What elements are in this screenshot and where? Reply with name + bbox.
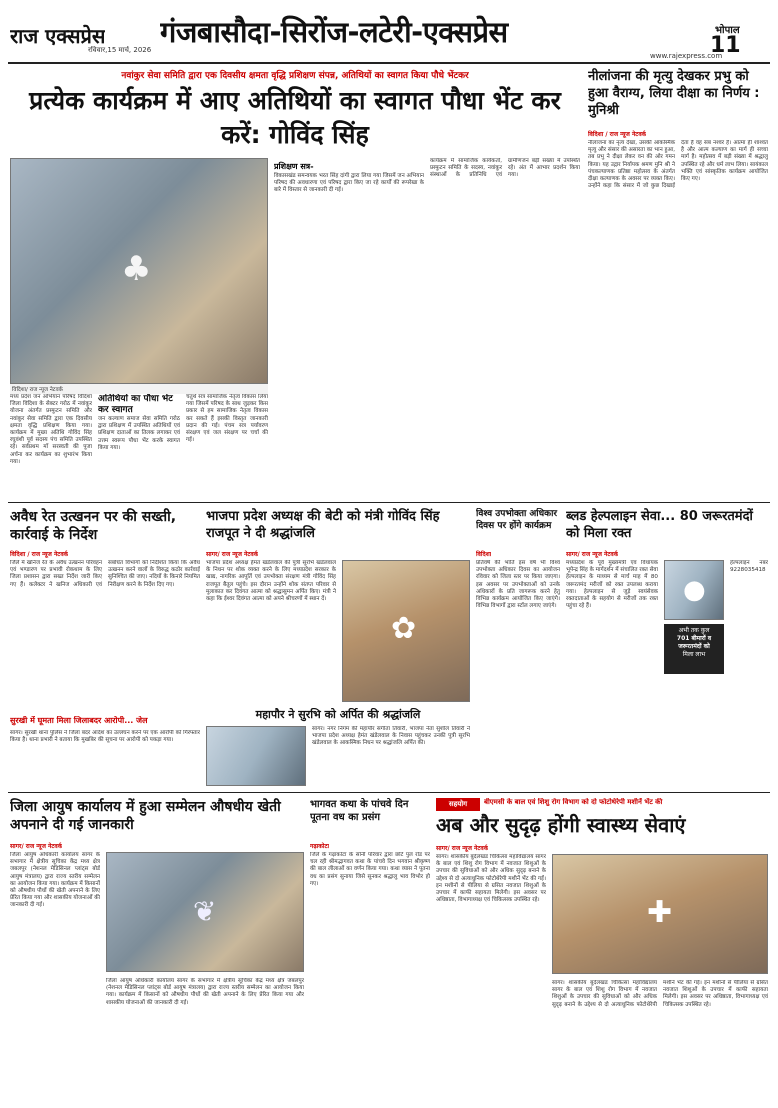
lead-body-3-intro: चतुर्थ सत्र सामाजिक नेतृत्व विकास लिया गया जिसमें परिषद के साथ जुड़कर किस प्रकार से हम सामाजिक नेतृत्व विकास कर सकते हैं इसकी विस्तृत जानकारी प्रदान की गई। पंचम सत्र पर्यावरण संरक्षण एवं जल संरक्षण पर चर्चा की गई। <box>186 394 268 444</box>
katha-body: जिले के गढ़ाकोटा के सोनी परिवार द्वारा छोटे पुल रोड पर चल रही श्रीमद्भागवत कथा के पांचवे दिन भगवान श्रीकृष्ण की बाल लीलाओं का वर्णन किया गया। कथा व्यास ने पूतना वध का प्रसंग सुनाया जिसे सुनकर श्रद्धालु भाव विभोर हो गए। <box>310 852 430 887</box>
badge-line-2: 701 बीमारों व <box>676 635 712 642</box>
story-sand <box>10 508 200 788</box>
lead-subhead-1: अतिथियों का पौधा भेंट कर स्वागत <box>98 394 173 415</box>
health-body: सागर। शासकीय बुंदेलखंड चिकित्सा महाविद्यालय सागर के बाल एवं शिशु रोग विभाग में नवजात शिशुओं के उपचार की सुविधाओं को और अधिक सुदृढ़ बनाने के उद्देश्य से दो अत्याधुनिक फोटोथेरेपी मशीनें भेंट की गईं। इन मशीनों से पीलिया से ग्रसित नवजात शिशुओं के उपचार में काफी सहायता मिलेगी। इस अवसर पर अधिष्ठाता, विभागाध्यक्ष एवं चिकित्सक उपस्थित रहे। <box>436 854 546 904</box>
katha-headline: भागवत कथा के पांचवे दिन पूतना वध का प्रसंग <box>310 799 409 823</box>
lead-col-2 <box>98 394 180 494</box>
health-headline: अब और सुदृढ़ होंगी स्वास्थ्य सेवाएं <box>436 813 686 837</box>
story-blood <box>566 508 768 788</box>
paper-name: राज एक्सप्रेस <box>10 24 106 48</box>
sand-byline: विदिशा / राज न्यूज नेटवर्क <box>10 551 69 558</box>
lead-col-3 <box>186 394 268 494</box>
badge-line-3: जरूरतमंदों को <box>678 643 710 650</box>
blood-portrait <box>664 560 724 620</box>
consumer-byline: विदिशा <box>476 551 492 558</box>
story-nilanjana <box>588 68 768 498</box>
lead-subhead-2: प्रशिक्षण सत्र- <box>274 162 314 171</box>
ayush-photo <box>106 852 304 972</box>
flower-icon: ✿ <box>391 611 417 646</box>
lead-photo <box>10 158 268 384</box>
bjp-photo-2 <box>206 726 306 786</box>
blood-badge <box>664 624 724 674</box>
blood-headline: ब्लड हेल्पलाइन सेवा... 80 जरूरतमंदों को मिला रक्त <box>566 509 753 541</box>
health-kicker: बीएमसी के बाल एवं शिशु रोग विभाग को दो फोटोथेरेपी मशीनें भेंट की <box>484 798 663 806</box>
bjp-photo <box>342 560 470 702</box>
lead-story <box>10 68 580 498</box>
ayush-headline: जिला आयुष कार्यालय में हुआ सम्मेलन औषधीय खेती अपनाने दी गई जानकारी <box>10 799 281 833</box>
masthead-rule <box>8 62 770 64</box>
sand-brief-headline: सुरखी में घूमता मिला जिलाबदर आरोपी... जेल <box>10 716 148 725</box>
story-bjp <box>206 508 470 788</box>
edition-date: रविवार,15 मार्च, 2026 <box>88 46 152 54</box>
person-icon: ● <box>683 575 706 605</box>
health-body-extra: सागर। शासकीय बुंदेलखंड चिकित्सा महाविद्यालय सागर के बाल एवं शिशु रोग विभाग में नवजात शिशुओं के उपचार की सुविधाओं को और अधिक सुदृढ़ बनाने के उद्देश्य से दो अत्याधुनिक फोटोथेरेपी मशीनें भेंट की गईं। इन मशीनों से पीलिया से ग्रसित नवजात शिशुओं के उपचार में काफी सहायता मिलेगी। इस अवसर पर अधिष्ठाता, विभागाध्यक्ष एवं चिकित्सक उपस्थित रहे। <box>552 980 768 1008</box>
ayush-body: जिला आयुष अधिकारी कार्यालय सागर के सभागार में क्षेत्रीय सूचिका केंद्र मध्य क्षेत्र जबलपुर (नेशनल मेडिसिनल प्लांट्स बोर्ड आयुष मंत्रालय) द्वारा राज्य स्तरीय सम्मेलन का आयोजन किया गया। कार्यक्रम में किसानों को औषधीय पौधों की खेती अपनाने के लिए प्रेरित किया गया और शासकीय योजनाओं की जानकारी दी गई। <box>10 852 100 909</box>
consumer-body: प्रतिवर्ष की भांति इस वर्ष भी विश्व उपभोक्ता अधिकार दिवस का आयोजन रविवार को जिला स्तर पर किया जाएगा। इस अवसर पर उपभोक्ताओं को उनके अधिकारों के प्रति जागरूक करने हेतु विभिन्न कार्यक्रम आयोजित किए जाएंगे। विभिन्न विभागों द्वारा स्टॉल लगाए जाएंगे। <box>476 560 560 610</box>
bjp-body: भाजपा प्रदेश अध्यक्ष हेमंत खंडेलवाल की पुत्री सुरभि खंडेलवाल के निधन पर शोक व्यक्त करने के लिए मध्यप्रदेश सरकार के खाद्य, नागरिक आपूर्ति एवं उपभोक्ता संरक्षण मंत्री गोविंद सिंह राजपूत बैतूल पहुंचे। इस दौरान उन्होंने शोक संतप्त परिवार से मुलाकात कर दिवंगत आत्मा को श्रद्धासुमन अर्पित किए। मंत्री ने कहा कि ईश्वर दिवंगत आत्मा को अपने श्रीचरणों में स्थान दें। <box>206 560 336 603</box>
blood-body: मध्यप्रदेश के पूर्व मुख्यमंत्री एवं विधायक भूपेन्द्र सिंह के मार्गदर्शन में संचालित रक्त सेवा हेल्पलाइन के माध्यम से मार्च माह में 80 जरूरतमंद मरीजों को रक्त उपलब्ध कराया गया। हेल्पलाइन से जुड़े स्वयंसेवक रक्तदाताओं के सहयोग से मरीजों तक रक्त पहुंचा रहे हैं। <box>566 560 658 610</box>
lead-photo-caption: विदिशा/ राज न्यूज नेटवर्क <box>10 384 268 394</box>
bjp-byline: सागर/ राज न्यूज नेटवर्क <box>206 551 259 558</box>
bjp-headline: भाजपा प्रदेश अध्यक्ष की बेटी को मंत्री गोविंद सिंह राजपूत ने दी श्रद्धांजलि <box>206 509 440 541</box>
lead-col-5: कार्यक्रम में सामाजिक कार्यकर्ता, प्रस्फुटन समिति के सदस्य, नवांकुर संस्थाओं के प्रतिनिधि एवं ग्रामीणजन बड़ी संख्या में उपस्थित रहे। अंत में आभार प्रदर्शन किया गया। <box>430 158 580 179</box>
sand-headline: अवैध रेत उत्खनन पर की सख्ती, कार्रवाई के निर्देश <box>10 509 177 543</box>
health-photo <box>552 854 768 974</box>
page-number: 11 <box>710 33 741 58</box>
badge-line-1: अभी तक कुल <box>678 627 710 634</box>
story-consumer <box>476 508 560 788</box>
ayush-body-extra: जिला आयुष अधिकारी कार्यालय सागर के सभागार में क्षेत्रीय सूचिका केंद्र मध्य क्षेत्र जबलपुर (नेशनल मेडिसिनल प्लांट्स बोर्ड आयुष मंत्रालय) द्वारा राज्य स्तरीय सम्मेलन का आयोजन किया गया। कार्यक्रम में किसानों को औषधीय पौधों की खेती अपनाने के लिए प्रेरित किया गया और शासकीय योजनाओं की जानकारी दी गई। <box>106 978 304 1006</box>
leaf-icon: ❦ <box>193 895 217 928</box>
sand-body: जिले में खनिज रेत के अवैध उत्खनन परिवहन एवं भण्डारण पर प्रभावी रोकथाम के लिए जिला प्रशासन द्वारा सख्त निर्देश जारी किए गए हैं। कलेक्टर ने खनिज अधिकारी एवं संबंधित विभागों को निर्देशित किया कि अवैध उत्खनन करने वालों के विरुद्ध कठोर कार्रवाई सुनिश्चित की जाए। नदियों के किनारे नियमित निरीक्षण करने के निर्देश दिए गए। <box>10 560 200 588</box>
lead-body: मध्य प्रदेश जन अभियान परिषद विदिशा जिला विदिशा के सेक्टर गरोठ में नवांकुर योजना अंतर्गत प्रस्फुटन समिति और नवांकुर सेवा समिति द्वारा एक दिवसीय क्षमता वृद्धि प्रशिक्षण किया गया। कार्यक्रम में मुख्य अतिथि गोविंद सिंह रघुवंशी पूर्व सदस्य पंच समिति उपस्थित रहे। सर्वप्रथम माँ सरस्वती की पूजा अर्चना कर कार्यक्रम का शुभारंभ किया गया। <box>10 394 92 465</box>
story-katha <box>310 798 430 1098</box>
people-icon: ♣ <box>121 249 152 289</box>
story-health <box>436 798 768 1098</box>
lead-col-4 <box>274 158 424 494</box>
medical-icon: ✚ <box>647 895 673 930</box>
lead-headline: प्रत्येक कार्यक्रम में आए अतिथियों का स्वागत पौधा भेंट कर करें: गोविंद सिंह <box>29 86 561 149</box>
blood-byline: सागर/ राज न्यूज नेटवर्क <box>566 551 619 558</box>
divider-2 <box>8 792 770 793</box>
katha-byline: गढ़ाकोटा <box>310 843 330 850</box>
bjp-subheadline: महापौर ने सुरभि को अर्पित की श्रद्धांजलि <box>255 708 421 721</box>
story-ayush <box>10 798 304 1098</box>
blood-helpline: हेल्पलाइन नंबर 9228035418 <box>730 560 768 574</box>
city-name: भोपाल <box>715 25 740 36</box>
nilanjana-byline: विदिशा / राज न्यूज नेटवर्क <box>588 131 647 138</box>
lead-body-2: जन कल्याण समाज सेवा समिति गरोठ द्वारा प्रशिक्षण में उपस्थित अतिथियों एवं प्रशिक्षण दाताओं का तिलक लगाकर एवं उत्तम स्वरूप पौधा भेंट करके स्वागत किया गया। <box>98 416 180 451</box>
lead-body-3: विकासखंड समन्वयक भरत सिंह दांगी द्वारा लिया गया जिसमें जन अभियान परिषद की अवधारणा एवं परिषद द्वारा किए जा रहे कार्यों की रूपरेखा के बारे में विस्तार से जानकारी दी गई। <box>274 173 424 194</box>
edition-title: गंजबासौदा-सिरोंज-लटेरी-एक्सप्रेस <box>160 15 508 49</box>
consumer-headline: विश्व उपभोक्ता अधिकार दिवस पर होंगे कार्यक्रम <box>476 509 558 531</box>
nilanjana-body: नीलांजना का नृत्य देखा, उसकी आकस्मिक मृत्यु और संसार की असारता का भान हुआ, तब प्रभु ने दीक्षा लेकर वन की ओर गमन किया। यह उद्गार निर्यापक श्रमण मुनि श्री ने पंचकल्याणक प्रतिष्ठा महोत्सव के अंतर्गत दीक्षा कल्याणक के अवसर पर व्यक्त किए। उन्होंने कहा कि संसार में जो कुछ दिखाई देता है वह सब नश्वर है। आत्मा ही शाश्वत है और आत्म कल्याण का मार्ग ही सच्चा मार्ग है। महोत्सव में बड़ी संख्या में श्रद्धालु उपस्थित रहे और धर्म लाभ लिया। सायंकाल भक्ति एवं सांस्कृतिक कार्यक्रम आयोजित किए गए। <box>588 140 768 190</box>
lead-kicker: नवांकुर सेवा समिति द्वारा एक दिवसीय क्षमता वृद्धि प्रशिक्षण संपन्न, अतिथियों का स्वागत किया पौधे भेंटकर <box>121 71 469 81</box>
ayush-byline: सागर/ राज न्यूज नेटवर्क <box>10 843 63 850</box>
health-byline: सागर/ राज न्यूज नेटवर्क <box>436 845 489 852</box>
badge-line-4: मिला लाभ <box>682 651 706 658</box>
masthead <box>0 0 778 64</box>
health-tag: सहयोग <box>436 798 480 811</box>
bjp-body-2: सागर। नगर निगम की महापौर संगीता तिवारी, भाजपा नेता सुशील तिवारी ने भाजपा प्रदेश अध्यक्ष हेमंत खंडेलवाल के निवास पहुंचकर उनकी पुत्री सुरभि खंडेलवाल के आकस्मिक निधन पर श्रद्धांजलि अर्पित की। <box>312 726 470 747</box>
sand-brief-body: सागर। सुरखी थाना पुलिस ने जिला बदर आदेश का उल्लंघन करने पर एक आरोपी को गिरफ्तार किया है। थाना प्रभारी ने बताया कि मुखबिर की सूचना पर आरोपी को पकड़ा गया। <box>10 730 200 744</box>
website: www.rajexpress.com <box>650 52 723 60</box>
divider-1 <box>8 502 770 503</box>
nilanjana-headline: नीलांजना की मृत्यु देखकर प्रभु को हुआ वैराग्य, लिया दीक्षा का निर्णय : मुनिश्री <box>588 69 760 118</box>
